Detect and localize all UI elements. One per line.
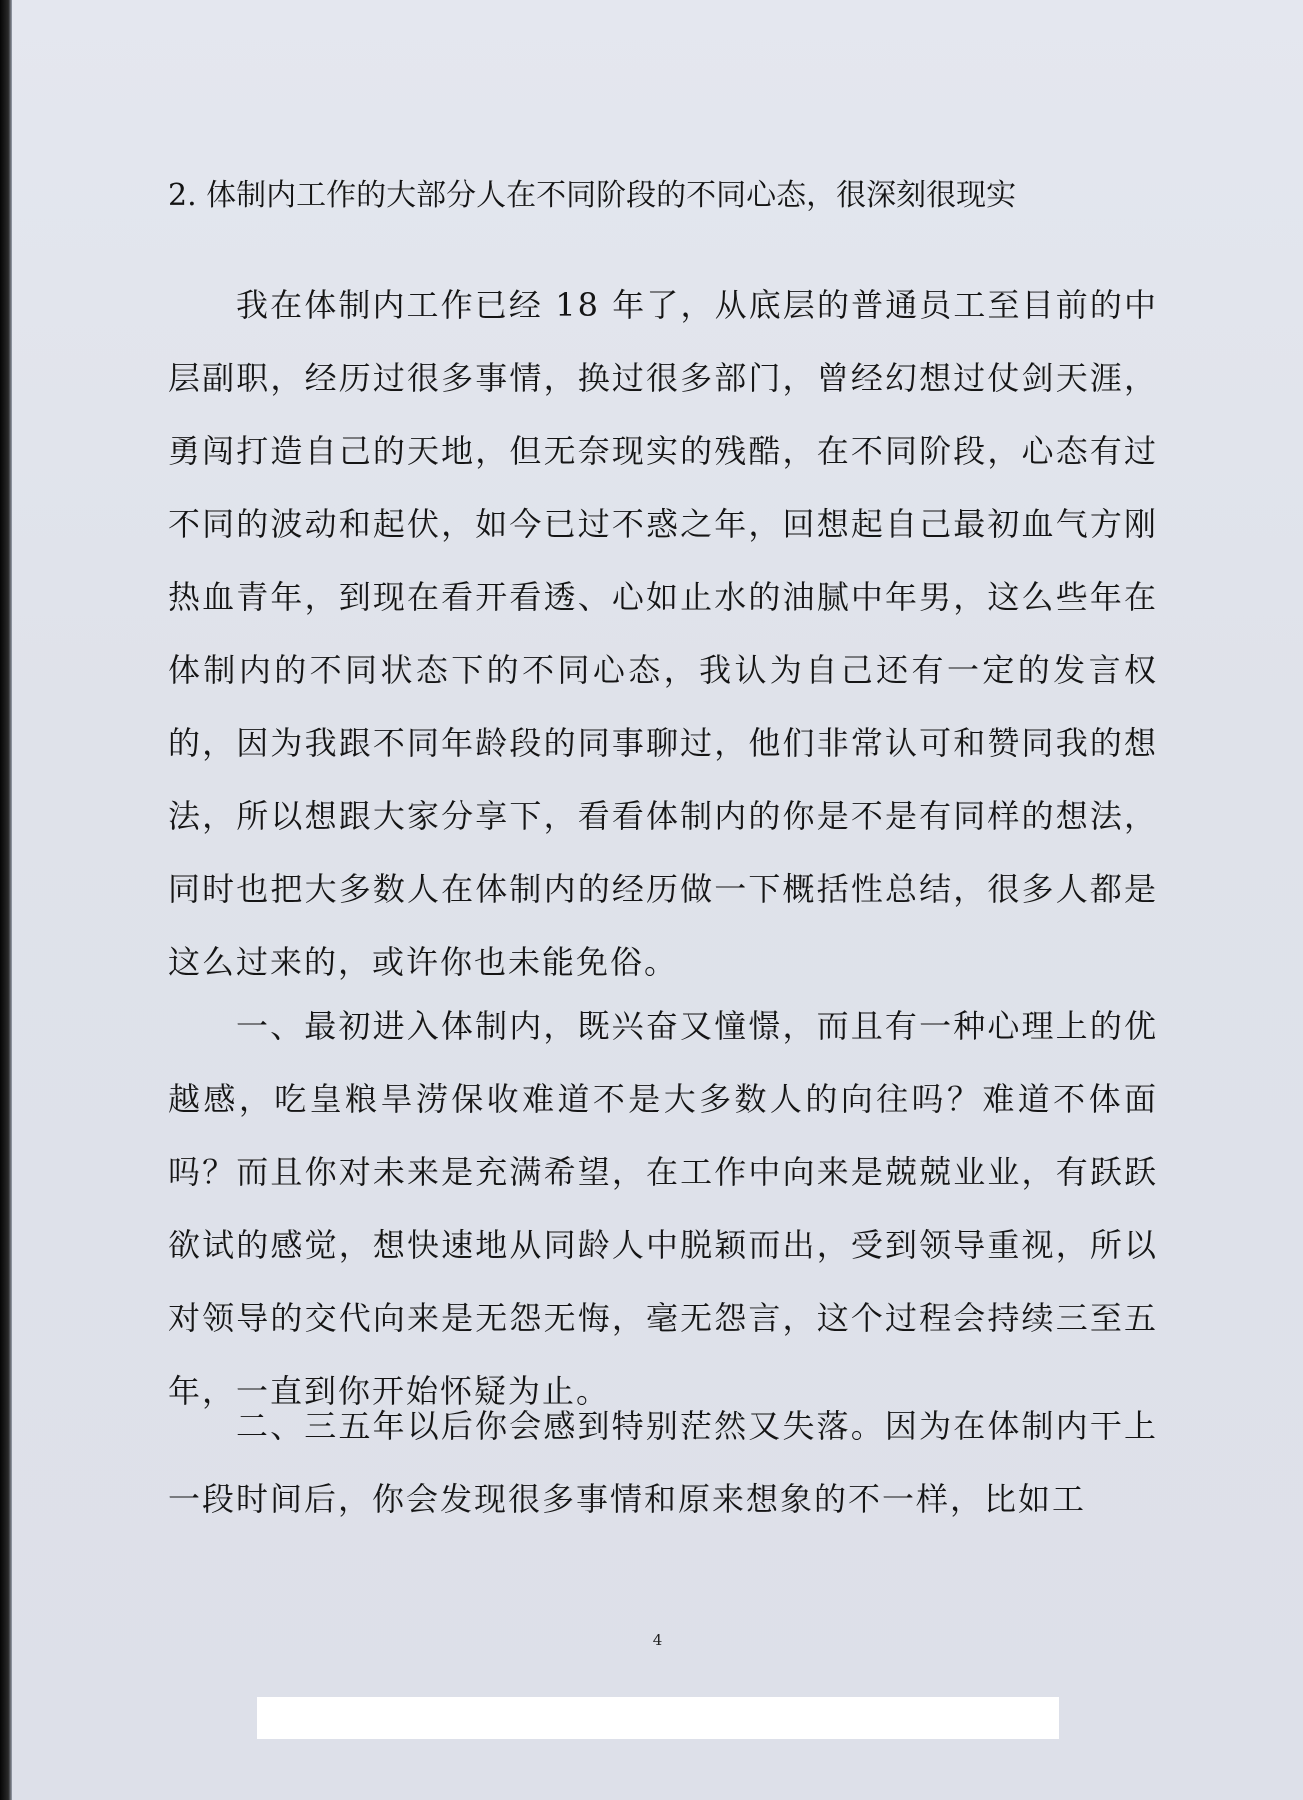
document-page: [12, 0, 1303, 1800]
scan-left-edge: [0, 0, 12, 1800]
redacted-footer-bar: [257, 1697, 1059, 1739]
paragraph-intro: 我在体制内工作已经 18 年了，从底层的普通员工至目前的中层副职，经历过很多事情，换过很多部门，曾经幻想过仗剑天涯，勇闯打造自己的天地，但无奈现实的残酷，在不同阶段，心态有过不同的波动和起伏，如今已过不惑之年，回想起自己最初血气方刚热血青年，到现在看开看透、心如止水的油腻中年男，这么些年在体制内的不同状态下的不同心态，我认为自己还有一定的发言权的，因为我跟不同年龄段的同事聊过，他们非常认可和赞同我的想法，所以想跟大家分享下，看看体制内的你是不是有同样的想法，同时也把大多数人在体制内的经历做一下概括性总结，很多人都是这么过来的，或许你也未能免俗。: [168, 286, 1158, 981]
paragraph-stage-one: 一、最初进入体制内，既兴奋又憧憬，而且有一种心理上的优越感，吃皇粮旱涝保收难道不是大多数人的向往吗？难道不体面吗？而且你对未来是充满希望，在工作中向来是兢兢业业，有跃跃欲试的感觉，想快速地从同龄人中脱颖而出，受到领导重视，所以对领导的交代向来是无怨无悔，毫无怨言，这个过程会持续三至五年，一直到你开始怀疑为止。: [168, 1007, 1158, 1410]
paragraph-stage-two: 二、三五年以后你会感到特别茫然又失落。因为在体制内干上一段时间后，你会发现很多事情和原来想象的不一样，比如工: [168, 1407, 1158, 1518]
section-heading: 2. 体制内工作的大部分人在不同阶段的不同心态，很深刻很现实: [168, 178, 1017, 213]
page-number: 4: [652, 1631, 663, 1649]
